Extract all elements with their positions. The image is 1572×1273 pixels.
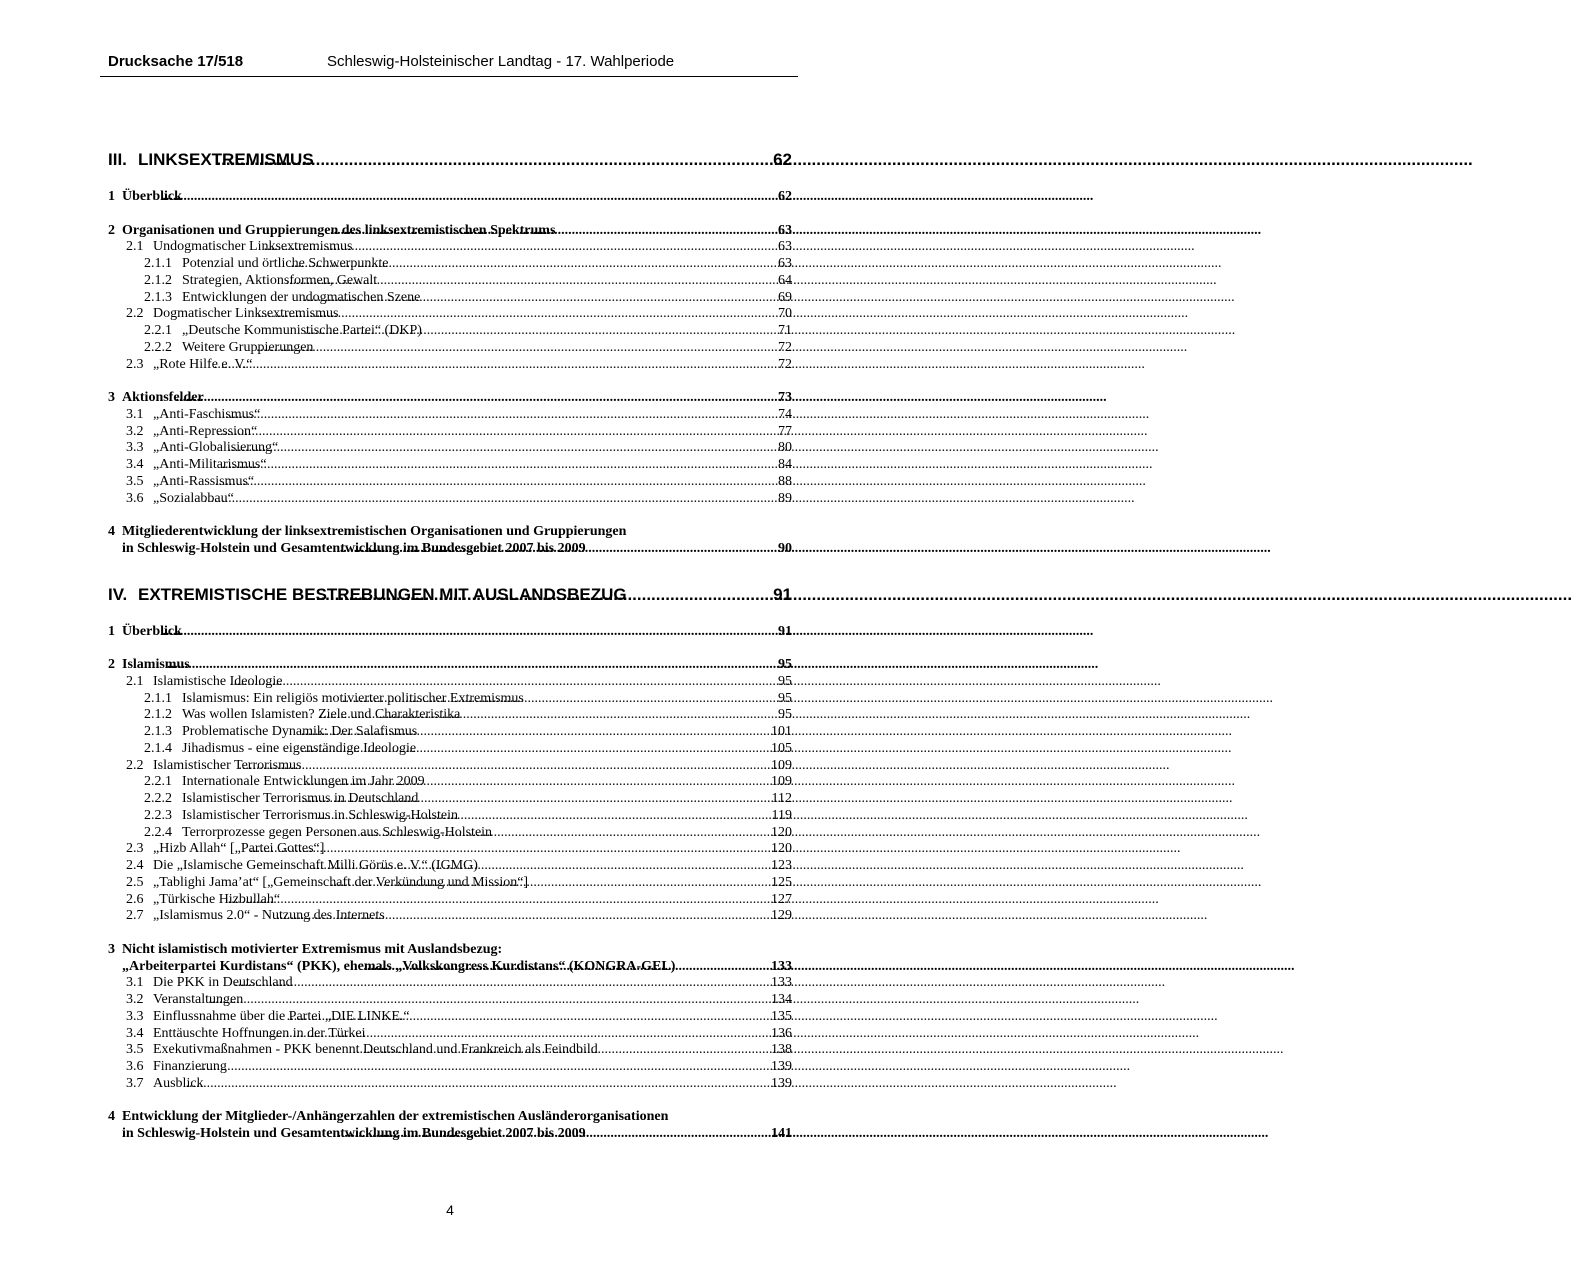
entry-title: Veranstaltungen xyxy=(153,992,244,1007)
entry-title: Die „Islamische Gemeinschaft Milli Görüs e. V.“ (IGMG) xyxy=(153,858,478,873)
entry-page: 73 xyxy=(778,390,792,405)
toc-group xyxy=(108,223,792,374)
entry-page: 69 xyxy=(778,289,792,305)
toc-group xyxy=(108,524,792,558)
entry-title: „Hizb Allah“ [„Partei Gottes“] xyxy=(153,841,325,857)
entry-title: Die PKK in Deutschland xyxy=(153,975,293,991)
toc-entry xyxy=(108,774,792,791)
entry-title: Entwicklung der Mitglieder-/Anhängerzahlen der extremistischen Ausländerorganisationen xyxy=(122,1109,669,1125)
entry-number: 3.5 xyxy=(126,473,144,489)
entry-title: Islamistischer Terrorismus in Schleswig-Holstein xyxy=(182,807,459,823)
dot-leader xyxy=(227,892,771,909)
entry-page: 101 xyxy=(771,724,792,739)
entry-page: 95 xyxy=(778,673,792,689)
dot-leader xyxy=(161,624,778,641)
entry-title: Ausblick xyxy=(153,1075,204,1091)
toc-entry xyxy=(108,707,792,724)
section-title: LINKSEXTREMISMUS xyxy=(138,150,314,169)
dot-leader xyxy=(175,390,778,407)
dot-leader xyxy=(289,256,778,273)
entry-page: 62 xyxy=(778,189,792,204)
entry-page: 70 xyxy=(778,306,792,322)
toc-entry xyxy=(108,306,792,323)
entry-title: Enttäuschte Hoffnungen in der Türkei xyxy=(153,1025,366,1041)
entry-title: Potenzial und örtliche Schwerpunkte xyxy=(182,256,389,271)
dot-leader xyxy=(267,1026,771,1043)
entry-number: 2.7 xyxy=(126,908,144,924)
document-title: Schleswig-Holsteinischer Landtag - 17. Wahlperiode xyxy=(327,53,675,70)
toc-entry-continuation xyxy=(108,1126,792,1143)
entry-number: 3.4 xyxy=(126,1025,144,1041)
entry-number: 3.5 xyxy=(126,1042,144,1058)
dot-leader xyxy=(217,407,778,424)
toc-entry xyxy=(108,440,792,457)
dot-leader xyxy=(161,189,778,206)
entry-page: 120 xyxy=(771,824,792,840)
entry-page: 129 xyxy=(771,908,792,924)
toc-group xyxy=(108,390,792,507)
dot-leader xyxy=(352,1042,772,1059)
dot-leader xyxy=(303,774,771,791)
entry-title: „Deutsche Kommunistische Partei“ (DKP) xyxy=(182,323,422,338)
entry-number: 2.2.3 xyxy=(144,807,172,823)
entry-number: 2.1.4 xyxy=(144,740,172,756)
toc-entry xyxy=(108,1042,792,1059)
dot-leader xyxy=(286,1009,771,1026)
entry-number: 3.6 xyxy=(126,1059,144,1074)
toc-entry xyxy=(108,357,792,374)
dot-leader xyxy=(303,323,778,340)
entry-title: Mitgliederentwicklung der linksextremistischen Organisationen und Gruppierungen xyxy=(122,524,627,539)
table-of-contents xyxy=(108,149,792,1143)
entry-page: 88 xyxy=(778,473,792,489)
toc-entry xyxy=(108,1076,792,1093)
dot-leader xyxy=(255,340,778,357)
entry-title: „Sozialabbau“ xyxy=(153,490,234,506)
entry-number: 1 xyxy=(108,189,115,204)
entry-title: Islamistische Ideologie xyxy=(153,673,283,689)
entry-page: 72 xyxy=(778,339,792,355)
entry-number: 2.5 xyxy=(126,874,144,890)
entry-page: 91 xyxy=(778,623,792,639)
entry-title: Jihadismus - eine eigenständige Ideologie xyxy=(182,740,417,756)
toc-entry xyxy=(108,1026,792,1043)
dot-leader xyxy=(216,424,778,441)
entry-number: 2.6 xyxy=(126,891,144,907)
entry-number: 2.2.2 xyxy=(144,791,172,806)
toc-entry xyxy=(108,323,792,340)
dot-leader xyxy=(203,491,778,508)
entry-title: Islamismus xyxy=(122,657,190,672)
entry-page: 63 xyxy=(778,239,792,255)
entry-page: 63 xyxy=(778,256,792,271)
entry-title: „Rote Hilfe e. V.“ xyxy=(153,356,253,372)
entry-title: „Anti-Globalisierung“ xyxy=(153,440,279,456)
page-number: 4 xyxy=(446,1202,454,1218)
entry-number: 2.2.1 xyxy=(144,774,172,790)
entry-title: „Arbeiterpartei Kurdistans“ (PKK), ehemals „Volkskongress Kurdistans“ (KONGRA-GEL) xyxy=(122,958,676,974)
dot-leader xyxy=(221,457,779,474)
dot-leader xyxy=(233,975,771,992)
dot-leader xyxy=(285,273,778,290)
entry-number: 2.2 xyxy=(126,757,144,773)
toc-entry xyxy=(108,407,792,424)
entry-number: 3.2 xyxy=(126,992,144,1007)
entry-page: 138 xyxy=(771,1042,792,1058)
toc-entry xyxy=(108,491,792,508)
toc-group xyxy=(108,1109,792,1143)
toc-entry xyxy=(108,1109,792,1126)
dot-leader xyxy=(300,724,771,741)
entry-title: Organisationen und Gruppierungen des linksextremistischen Spektrums xyxy=(122,222,556,238)
dot-leader xyxy=(339,541,778,558)
entry-number: 4 xyxy=(108,524,115,539)
dot-leader xyxy=(213,357,778,374)
entry-number: 3.2 xyxy=(126,423,144,439)
toc-entry xyxy=(108,474,792,491)
toc-entry xyxy=(108,524,792,541)
dot-leader xyxy=(185,1076,771,1093)
entry-number: 2.2.2 xyxy=(144,339,172,355)
entry-number: 2.1.2 xyxy=(144,272,172,288)
toc-entry-continuation xyxy=(108,959,792,976)
entry-title: Islamistischer Terrorismus xyxy=(153,757,302,773)
entry-title: Entwicklungen der undogmatischen Szene xyxy=(182,289,421,305)
toc-entry xyxy=(108,825,792,842)
toc-entry xyxy=(108,1059,792,1076)
entry-title: Was wollen Islamisten? Ziele und Charakteristika xyxy=(182,707,461,723)
entry-page: 109 xyxy=(771,757,792,773)
entry-title: Überblick xyxy=(122,623,182,639)
entry-number: 2.1.1 xyxy=(144,690,172,706)
toc-entry-continuation xyxy=(108,541,792,558)
toc-entry xyxy=(108,424,792,441)
section-page: 91 xyxy=(773,584,792,604)
entry-number: 3.1 xyxy=(126,975,144,991)
entry-title: „Türkische Hizbullah“ xyxy=(153,891,281,907)
toc-entry xyxy=(108,908,792,925)
entry-number: 2.1 xyxy=(126,673,144,689)
toc-entry xyxy=(108,223,792,240)
section-iv xyxy=(108,584,792,1143)
entry-page: 133 xyxy=(771,975,792,991)
toc-group xyxy=(108,657,792,925)
toc-entry xyxy=(108,457,792,474)
entry-page: 119 xyxy=(771,807,792,823)
entry-title: „Anti-Militarismus“ xyxy=(153,457,267,472)
entry-page: 139 xyxy=(771,1059,792,1074)
entry-number: 3 xyxy=(108,941,115,957)
entry-number: 2.1.3 xyxy=(144,724,172,739)
entry-number: 2.4 xyxy=(126,858,144,873)
entry-page: 139 xyxy=(771,1075,792,1091)
section-heading xyxy=(108,149,792,171)
entry-page: 64 xyxy=(778,272,792,288)
entry-number: 3 xyxy=(108,390,115,405)
dot-leader xyxy=(229,674,778,691)
section-number: III. xyxy=(108,150,127,169)
entry-number: 2.1.2 xyxy=(144,707,172,723)
toc-entry xyxy=(108,657,792,674)
toc-entry xyxy=(108,674,792,691)
entry-title: Strategien, Aktionsformen, Gewalt xyxy=(182,272,378,288)
entry-page: 90 xyxy=(778,540,792,556)
entry-page: 74 xyxy=(778,406,792,422)
entry-number: 3.7 xyxy=(126,1075,144,1091)
toc-entry xyxy=(108,841,792,858)
entry-number: 3.3 xyxy=(126,1008,144,1024)
entry-page: 133 xyxy=(771,958,792,974)
document-number: Drucksache 17/518 xyxy=(108,53,244,70)
dot-leader xyxy=(300,741,771,758)
dot-leader xyxy=(362,959,771,976)
entry-title: Aktionsfelder xyxy=(122,390,204,405)
entry-number: 2.3 xyxy=(126,841,144,857)
toc-entry xyxy=(108,256,792,273)
entry-title: Nicht islamistisch motivierter Extremismus mit Auslandsbezug: xyxy=(122,941,503,957)
toc-entry xyxy=(108,691,792,708)
dot-leader xyxy=(316,808,772,825)
dot-leader xyxy=(198,1059,771,1076)
toc-entry xyxy=(108,975,792,992)
entry-page: 127 xyxy=(771,891,792,907)
entry-number: 3.6 xyxy=(126,490,144,506)
entry-number: 3.1 xyxy=(126,406,144,422)
entry-page: 95 xyxy=(778,690,792,706)
entry-title: „Anti-Repression“ xyxy=(153,423,258,439)
toc-entry xyxy=(108,942,792,959)
dot-leader xyxy=(329,875,771,892)
entry-title: Dogmatischer Linksextremismus xyxy=(153,306,339,322)
toc-entry xyxy=(108,273,792,290)
dot-leader xyxy=(215,149,773,171)
entry-page: 109 xyxy=(771,774,792,790)
entry-page: 123 xyxy=(771,858,792,873)
entry-page: 136 xyxy=(771,1025,792,1041)
dot-leader xyxy=(329,223,778,240)
entry-page: 135 xyxy=(771,1008,792,1024)
toc-entry xyxy=(108,992,792,1009)
entry-number: 4 xyxy=(108,1109,115,1125)
entry-number: 2.2 xyxy=(126,306,144,322)
entry-page: 89 xyxy=(778,490,792,506)
entry-title: „Tablighi Jama’at“ [„Gemeinschaft der Verkündung und Mission“] xyxy=(153,874,529,890)
toc-entry xyxy=(108,1009,792,1026)
entry-title: Problematische Dynamik: Der Salafismus xyxy=(182,724,418,739)
section-heading xyxy=(108,584,792,606)
dot-leader xyxy=(301,791,772,808)
entry-page: 95 xyxy=(778,707,792,723)
toc-entry xyxy=(108,189,792,206)
entry-number: 2.3 xyxy=(126,356,144,372)
entry-page: 141 xyxy=(771,1126,792,1141)
dot-leader xyxy=(341,691,778,708)
entry-page: 77 xyxy=(778,423,792,439)
entry-number: 2 xyxy=(108,222,115,238)
dot-leader xyxy=(312,858,771,875)
section-iii xyxy=(108,149,792,558)
entry-title: Islamistischer Terrorismus in Deutschland xyxy=(182,791,419,806)
toc-entry xyxy=(108,808,792,825)
entry-title: „Islamismus 2.0“ - Nutzung des Internets xyxy=(153,908,385,924)
entry-page: 134 xyxy=(771,992,792,1007)
entry-page: 80 xyxy=(778,440,792,456)
entry-title: Exekutivmaßnahmen - PKK benennt Deutschland und Frankreich als Feindbild xyxy=(153,1042,598,1058)
entry-title: in Schleswig-Holstein und Gesamtentwicklung im Bundesgebiet 2007 bis 2009 xyxy=(122,1126,586,1141)
entry-title: Terrorprozesse gegen Personen aus Schleswig-Holstein xyxy=(182,824,493,840)
toc-entry xyxy=(108,791,792,808)
section-title: EXTREMISTISCHE BESTREBUNGEN MIT AUSLANDSBEZUG xyxy=(138,584,627,604)
dot-leader xyxy=(336,1126,771,1143)
entry-title: Weitere Gruppierungen xyxy=(182,339,314,355)
entry-title: Überblick xyxy=(122,189,182,204)
dot-leader xyxy=(214,474,778,491)
entry-number: 2 xyxy=(108,657,115,672)
entry-number: 3.3 xyxy=(126,440,144,456)
toc-group xyxy=(108,189,792,206)
entry-title: Finanzierung xyxy=(153,1059,227,1074)
entry-title: Einflussnahme über die Partei „DIE LINKE.“ xyxy=(153,1008,410,1024)
dot-leader xyxy=(237,758,771,775)
entry-number: 2.1.3 xyxy=(144,289,172,305)
dot-leader xyxy=(315,584,773,606)
dot-leader xyxy=(248,841,771,858)
toc-entry xyxy=(108,340,792,357)
entry-number: 2.1 xyxy=(126,239,144,255)
toc-entry xyxy=(108,724,792,741)
dot-leader xyxy=(328,825,771,842)
entry-number: 3.4 xyxy=(126,457,144,472)
entry-number: 2.2.1 xyxy=(144,323,172,338)
dot-leader xyxy=(263,239,778,256)
entry-title: Islamismus: Ein religiös motivierter politischer Extremismus xyxy=(182,690,524,706)
toc-entry xyxy=(108,624,792,641)
toc-entry xyxy=(108,892,792,909)
entry-title: „Anti-Faschismus“ xyxy=(153,406,261,422)
dot-leader xyxy=(275,908,771,925)
toc-entry xyxy=(108,875,792,892)
entry-page: 71 xyxy=(778,323,792,338)
entry-number: 2.2.4 xyxy=(144,824,172,840)
entry-page: 120 xyxy=(771,841,792,857)
entry-page: 112 xyxy=(771,791,792,806)
entry-title: in Schleswig-Holstein und Gesamtentwicklung im Bundesgebiet 2007 bis 2009 xyxy=(122,540,586,556)
entry-page: 84 xyxy=(778,457,792,472)
entry-page: 63 xyxy=(778,222,792,238)
running-header xyxy=(100,50,798,77)
section-page: 62 xyxy=(773,150,792,169)
entry-page: 95 xyxy=(778,657,792,672)
toc-entry xyxy=(108,741,792,758)
section-number: IV. xyxy=(108,584,128,604)
toc-group xyxy=(108,942,792,1093)
entry-number: 1 xyxy=(108,623,115,639)
entry-page: 125 xyxy=(771,874,792,890)
dot-leader xyxy=(303,290,778,307)
dot-leader xyxy=(166,657,778,674)
toc-entry xyxy=(108,758,792,775)
entry-page: 72 xyxy=(778,356,792,372)
entry-title: Undogmatischer Linksextremismus xyxy=(153,239,353,255)
toc-entry xyxy=(108,239,792,256)
entry-number: 2.1.1 xyxy=(144,256,172,271)
entry-title: Internationale Entwicklungen im Jahr 2009 xyxy=(182,774,425,790)
dot-leader xyxy=(207,992,771,1009)
dot-leader xyxy=(227,440,778,457)
dot-leader xyxy=(256,306,778,323)
dot-leader xyxy=(318,707,778,724)
toc-entry xyxy=(108,858,792,875)
toc-group xyxy=(108,624,792,641)
entry-page: 105 xyxy=(771,740,792,756)
entry-title: „Anti-Rassismus“ xyxy=(153,473,255,489)
toc-entry xyxy=(108,290,792,307)
toc-entry xyxy=(108,390,792,407)
